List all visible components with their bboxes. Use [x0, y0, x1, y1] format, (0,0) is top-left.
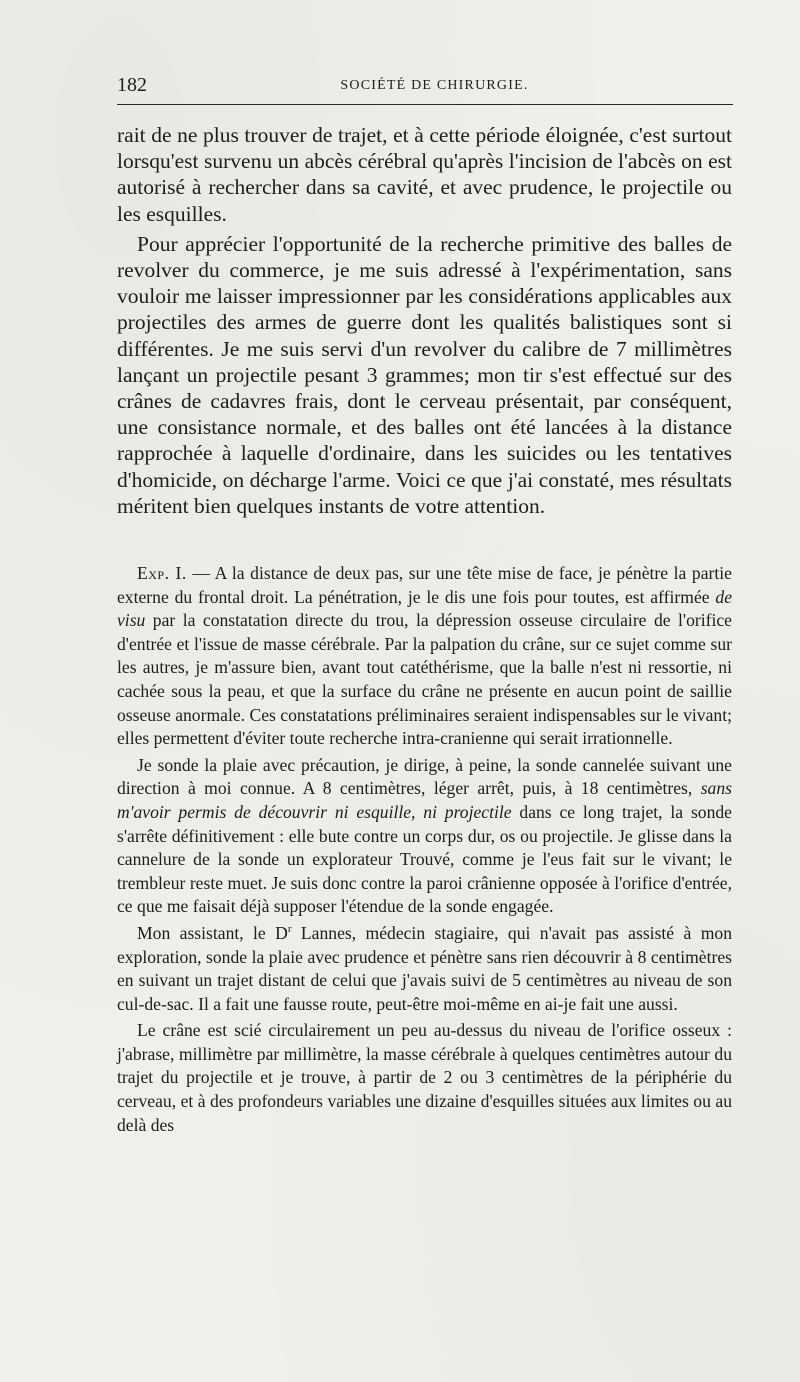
paragraph-revolver-experiment: Pour apprécier l'opportunité de la recherche primitive des balles de revolver du commerce, je me suis adressé à l'expérimentation, sans vouloir me laisser impressionner par les considérations applicables aux projectiles des armes de guerre dont les qualités balistiques sont si différentes. Je me suis servi d'un revolver du calibre de 7 millimètres lançant un projectile pesant 3 grammes; mon tir s'est effectué sur des crânes de cadavres frais, dont le cerveau présentait, par conséquent, une consistance normale, et des balles ont été lancées à la distance rapprochée à laquelle d'ordinaire, dans les suicides ou les tentatives d'homicide, on décharge l'arme. Voici ce que j'ai constaté, mes résultats méritent bien quelques instants de votre attention.	[117, 231, 732, 518]
experiment-paragraph-3	[117, 922, 732, 1016]
experiment-italic-1: de visu	[117, 586, 732, 631]
experiment-text-1a: — A la distance de deux pas, sur une tête mise de face, je pénètre la partie externe du frontal droit. La pénétration, je le dis une fois pour toutes, est affirmée	[117, 563, 732, 607]
journal-title: SOCIÉTÉ DE CHIRURGIE.	[340, 78, 529, 93]
running-head	[117, 74, 732, 98]
experiment-section	[117, 562, 732, 1137]
experiment-text-2b: dans ce long trajet, la sonde s'arrête définitivement : elle bute contre un corps dur, os ou projectile. Je glisse dans la cannelure de la sonde un explorateur Trouvé, comme je l'eus fait sur le vivant; le trembleur reste muet. Je suis donc contre la paroi crânienne opposée à l'orifice d'entrée, ce que me faisait déjà supposer l'étendue de la sonde engagée.	[117, 801, 732, 917]
page-number: 182	[117, 74, 147, 96]
experiment-italic-2: sans m'avoir permis de découvrir ni esquille, ni projectile	[117, 778, 732, 822]
experiment-label: Exp. I.	[137, 563, 187, 583]
header-rule	[117, 104, 733, 105]
doctor-abbrev-sup: r	[287, 923, 292, 936]
experiment-paragraph-1	[117, 562, 732, 751]
experiment-paragraph-4: Le crâne est scié circulairement un peu au-dessus du niveau de l'orifice osseux : j'abrase, millimètre par millimètre, la masse cérébrale à quelques centimètres autour du trajet du projectile et je trouve, à partir de 2 ou 3 centimètres de la périphérie du cerveau, et à des profondeurs variables une dizaine d'esquilles situées aux limites ou au delà des	[117, 1020, 732, 1135]
experiment-text-2a: Je sonde la plaie avec précaution, je dirige, à peine, la sonde cannelée suivant une direction à moi connue. A 8 centimètres, léger arrêt, puis, à 18 centimètres,	[117, 754, 732, 799]
experiment-paragraph-2	[117, 754, 732, 919]
experiment-text-3b: Lannes, médecin stagiaire, qui n'avait pas assisté à mon exploration, sonde la plaie avec prudence et pénètre sans rien découvrir à 8 centimètres en suivant un trajet distant de celui que j'avais suivi de 5 centimètres au niveau de son cul-de-sac. Il a fait une fausse route, peut-être moi-même en ai-je fait une aussi.	[117, 922, 732, 1014]
main-text	[117, 122, 732, 519]
paragraph-continuation: rait de ne plus trouver de trajet, et à cette période éloignée, c'est surtout lorsqu'est survenu un abcès cérébral qu'après l'incision de l'abcès on est autorisé à rechercher dans sa cavité, et avec prudence, le projectile ou les esquilles.	[117, 123, 732, 226]
experiment-text-3a: Mon assistant, le D	[137, 922, 288, 943]
experiment-text-1b: par la constatation directe du trou, la dépression osseuse circulaire de l'orifice d'entrée et l'issue de masse cérébrale. Par la palpation du crâne, sur ce sujet comme sur les autres, je m'assure bien, avant tout catéthérisme, que la balle n'est ni ressortie, ni cachée sous la peau, et que la surface du crâne ne présente en aucun point de saillie osseuse anormale. Ces constatations préliminaires seraient indispensables sur le vivant; elles permettent d'éviter toute recherche intra-cranienne qui serait irrationnelle.	[117, 610, 732, 749]
